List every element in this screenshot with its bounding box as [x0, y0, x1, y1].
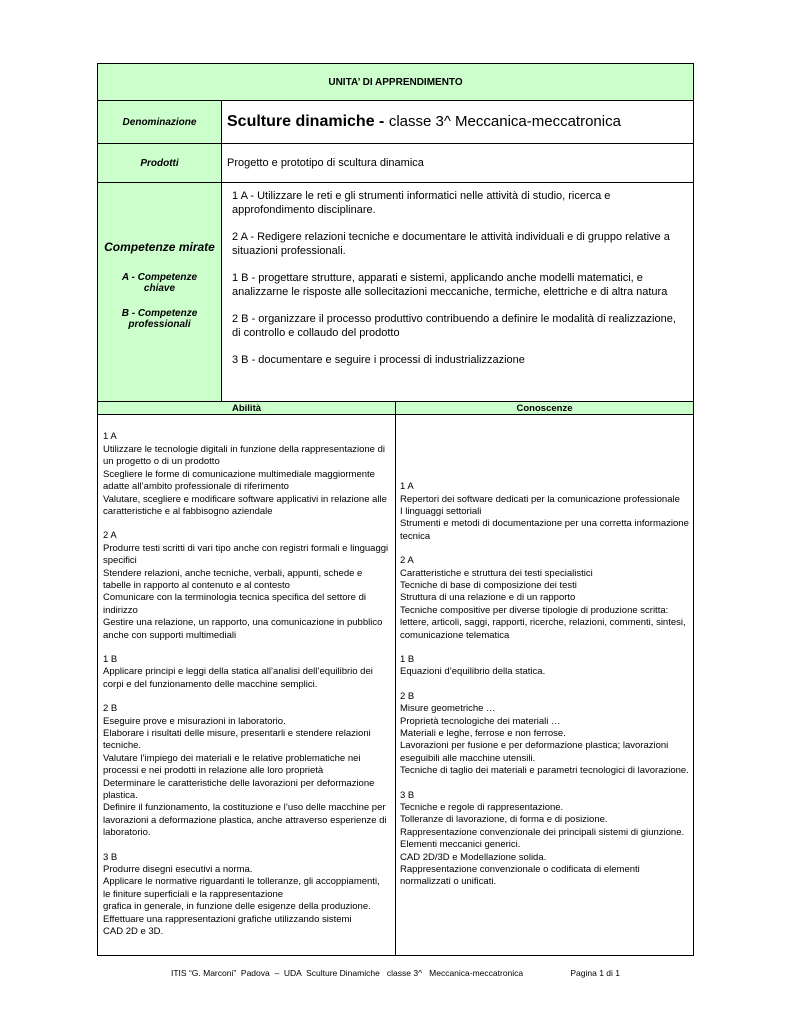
abilita-line: Applicare le normative riguardanti le tolleranze, gli accoppiamenti, le finiture superficiali e la rappresentazione — [103, 876, 380, 900]
conoscenze-block-code: 2 B — [400, 690, 415, 702]
conoscenze-line: CAD 2D/3D e Modellazione solida. — [400, 851, 547, 863]
competenza-item: 3 B - documentare e seguire i processi di industrializzazione — [232, 354, 525, 366]
abilita-header: Abilità — [98, 402, 396, 415]
abilita-line: Stendere relazioni, anche tecniche, verbali, appunti, schede e tabelle in rapporto al contenuto e al contesto — [103, 567, 363, 591]
abilita-line: Valutare, scegliere e modificare software applicativi in relazione alle caratteristiche e al fabbisogno aziendale — [103, 493, 387, 517]
abilita-block-code: 2 B — [103, 703, 118, 715]
competenze-professionali-label: B - Competenze professionali — [121, 308, 198, 330]
conoscenze-line: Tecniche di base di composizione dei testi — [400, 579, 577, 591]
conoscenze-column — [396, 415, 694, 956]
uda-title: Sculture dinamiche - — [227, 113, 389, 130]
uda-classe: classe 3^ Meccanica-meccatronica — [388, 113, 621, 130]
abilita-block-code: 3 B — [103, 851, 118, 863]
abilita-line: Applicare principi e leggi della statica all’analisi dell’equilibrio dei corpi e del funzionamento delle macchine semplici. — [103, 666, 373, 690]
abilita-column — [98, 415, 396, 956]
abilita-block — [103, 654, 389, 691]
denominazione-value — [222, 101, 694, 144]
abilita-line: Elaborare i risultati delle misure, presentarli e stendere relazioni tecniche. — [103, 728, 371, 752]
conoscenze-block — [400, 555, 689, 642]
abilita-line: CAD 2D e 3D. — [103, 926, 164, 938]
conoscenze-block-code: 3 B — [400, 789, 415, 801]
conoscenze-line: Misure geometriche … — [400, 703, 496, 715]
competenza-item: 1 A - Utilizzare le reti e gli strumenti informatici nelle attività di studio, ricerca e approfondimento disciplinare. — [232, 190, 611, 216]
denominazione-label: Denominazione — [98, 101, 222, 144]
conoscenze-line: Rappresentazione convenzionale dei principali sistemi di giunzione. — [400, 826, 685, 838]
conoscenze-line: Struttura di una relazione e di un rapporto — [400, 592, 576, 604]
competenze-label: Competenze mirate — [104, 240, 215, 254]
conoscenze-line: Equazioni d’equilibrio della statica. — [400, 666, 546, 678]
conoscenze-line: Repertori dei software dedicati per la comunicazione professionale — [400, 493, 680, 505]
conoscenze-line: Tecniche di taglio dei materiali e parametri tecnologici di lavorazione. — [400, 765, 689, 777]
prodotti-label: Prodotti — [98, 144, 222, 183]
conoscenze-block — [400, 654, 689, 679]
document-title: UNITA’ DI APPRENDIMENTO — [98, 64, 694, 101]
abilita-line: Produrre disegni esecutivi a norma. — [103, 864, 253, 876]
competenze-chiave-label: A - Competenze chiave — [121, 272, 198, 294]
abilita-line: Determinare le caratteristiche delle lavorazioni per deformazione plastica. — [103, 777, 375, 802]
conoscenze-line: Lavorazioni per fusione e per deformazione plastica; lavorazioni eseguibili alle macchine utensili. — [400, 740, 669, 764]
uda-table — [97, 63, 694, 956]
conoscenze-line: Materiali e leghe, ferrose e non ferrose. — [400, 728, 566, 740]
abilita-block-code: 2 A — [103, 530, 117, 542]
abilita-line: Scegliere le forme di comunicazione multimediale maggiormente adatte all’ambito professionale di riferimento — [103, 468, 375, 493]
abilita-line: Utilizzare le tecnologie digitali in funzione della rappresentazione di un progetto o di un prodotto — [103, 443, 386, 468]
abilita-line: Gestire una relazione, un rapporto, una comunicazione in pubblico anche con supporti multimediali — [103, 617, 383, 641]
uda-document — [97, 63, 693, 956]
conoscenze-line: Elementi meccanici generici. — [400, 839, 521, 851]
competenza-item: 2 B - organizzare il processo produttivo contribuendo a definire le modalità di realizzazione, di controllo e collaudo del prodotto — [232, 313, 676, 339]
competenze-list — [222, 183, 694, 402]
conoscenze-line: Strumenti e metodi di documentazione per una corretta informazione tecnica — [400, 518, 689, 542]
abilita-line: Valutare l’impiego dei materiali e le relative problematiche nei processi e nei prodotti in relazione alle loro proprietà — [103, 752, 361, 777]
abilita-line: Eseguire prove e misurazioni in laboratorio. — [103, 715, 286, 727]
conoscenze-line: Caratteristiche e struttura dei testi specialistici — [400, 567, 593, 579]
abilita-line: grafica in generale, in funzione delle esigenze della produzione. — [103, 901, 371, 913]
abilita-line: Effettuare una rappresentazioni grafiche utilizzando sistemi — [103, 913, 352, 925]
conoscenze-line: Rappresentazione convenzionale o codificata di elementi normalizzati o unificati. — [400, 864, 640, 888]
competenza-item: 1 B - progettare strutture, apparati e sistemi, applicando anche modelli matematici, e analizzarne le risposte alle sollecitazioni meccaniche, termiche, elettriche e di altra natura — [232, 272, 668, 298]
page-footer: ITIS “G. Marconi” Padova – UDA Sculture Dinamiche classe 3^ Meccanica-meccatronica Pagina 1 di 1 — [171, 968, 620, 978]
abilita-block — [103, 703, 389, 839]
competenza-item: 2 A - Redigere relazioni tecniche e documentare le attività individuali e di gruppo relative a situazioni professionali. — [232, 231, 670, 257]
conoscenze-line: Tecniche e regole di rappresentazione. — [400, 802, 564, 814]
abilita-block — [103, 852, 389, 939]
abilita-line: Comunicare con la terminologia tecnica specifica del settore di indirizzo — [103, 592, 366, 616]
conoscenze-line: Tolleranze di lavorazione, di forma e di posizione. — [400, 814, 608, 826]
conoscenze-line: Tecniche compositive per diverse tipologie di produzione scritta: lettere, articoli, saggi, rapporti, ricerche, relazioni, commenti, sintesi, comunicazione telematica — [400, 604, 686, 641]
conoscenze-block-code: 1 A — [400, 481, 414, 493]
abilita-block-code: 1 B — [103, 653, 118, 665]
conoscenze-block — [400, 790, 689, 889]
conoscenze-block — [400, 691, 689, 778]
abilita-block-code: 1 A — [103, 431, 117, 443]
conoscenze-block — [400, 481, 689, 543]
prodotti-value: Progetto e prototipo di scultura dinamica — [222, 144, 694, 183]
conoscenze-line: I linguaggi settoriali — [400, 505, 482, 517]
abilita-line: Produrre testi scritti di vari tipo anche con registri formali e linguaggi specifici — [103, 542, 389, 567]
conoscenze-header: Conoscenze — [396, 402, 694, 415]
abilita-line: Definire il funzionamento, la costituzione e l’uso delle macchine per lavorazioni a deformazione plastica, anche attraverso esperienze di laboratorio. — [103, 802, 387, 839]
conoscenze-block-code: 2 A — [400, 555, 414, 567]
competenze-label-cell — [98, 183, 222, 402]
abilita-block — [103, 530, 389, 642]
conoscenze-line: Proprietà tecnologiche dei materiali … — [400, 715, 561, 727]
conoscenze-block-code: 1 B — [400, 653, 415, 665]
abilita-block — [103, 431, 389, 518]
